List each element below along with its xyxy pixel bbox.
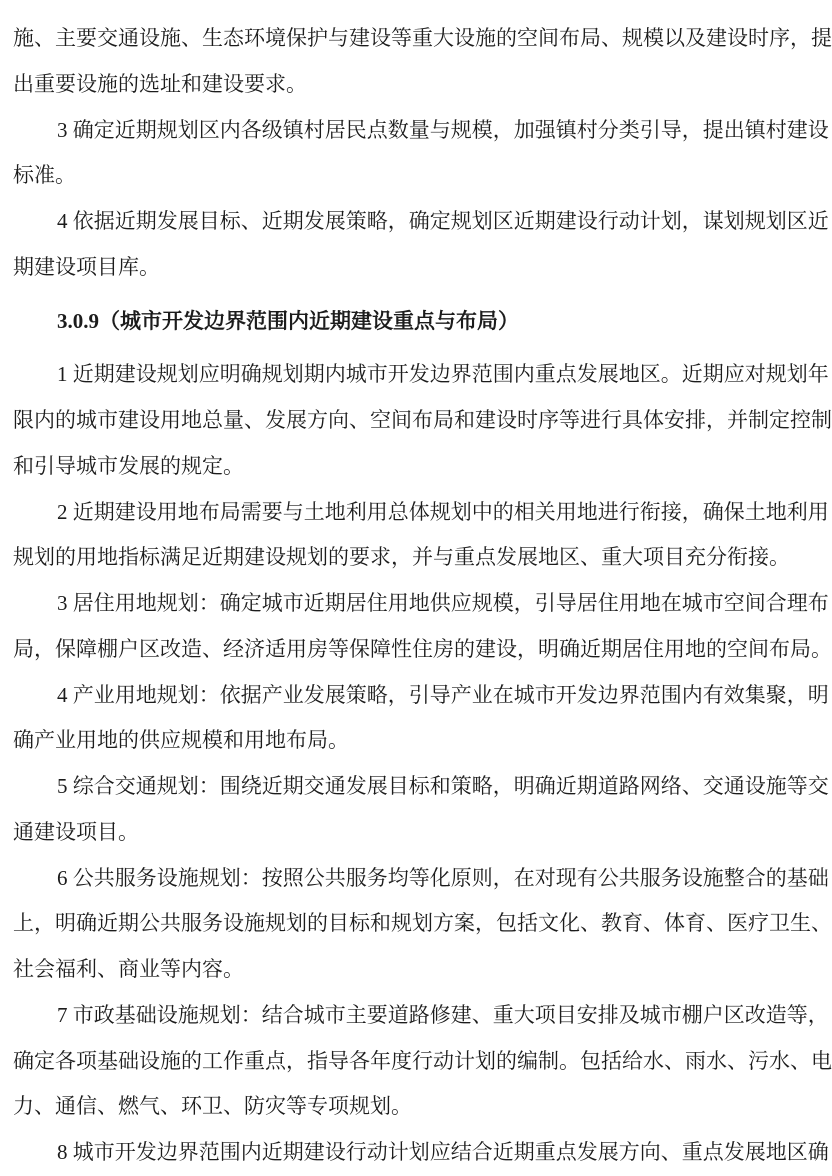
text-line: 3 居住用地规划：确定城市近期居住用地供应规模，引导居住用地在城市空间合理布 bbox=[57, 591, 829, 615]
text-line: 施、主要交通设施、生态环境保护与建设等重大设施的空间布局、规模以及建设时序，提 bbox=[13, 26, 832, 50]
text-line: 和引导城市发展的规定。 bbox=[13, 453, 244, 478]
text-line: 出重要设施的选址和建设要求。 bbox=[13, 71, 307, 96]
section-heading: 3.0.9（城市开发边界范围内近期建设重点与布局） bbox=[57, 308, 519, 333]
text-line: 通建设项目。 bbox=[13, 819, 139, 844]
text-line: 5 综合交通规划：围绕近期交通发展目标和策略，明确近期道路网络、交通设施等交 bbox=[57, 774, 829, 798]
text-line: 1 近期建设规划应明确规划期内城市开发边界范围内重点发展地区。近期应对规划年 bbox=[57, 362, 829, 387]
text-line: 3 确定近期规划区内各级镇村居民点数量与规模，加强镇村分类引导，提出镇村建设 bbox=[57, 117, 829, 142]
text-line: 上，明确近期公共服务设施规划的目标和规划方案，包括文化、教育、体育、医疗卫生、 bbox=[13, 911, 832, 936]
text-line: 力、通信、燃气、环卫、防灾等专项规划。 bbox=[13, 1094, 412, 1119]
text-line: 2 近期建设用地布局需要与土地利用总体规划中的相关用地进行衔接，确保土地利用 bbox=[57, 499, 829, 524]
text-line: 标准。 bbox=[13, 163, 76, 188]
text-line-partial: 8 城市开发边界范围内近期建设行动计划应结合近期重点发展方向、重点发展地区确 bbox=[57, 1140, 829, 1164]
text-line: 社会福利、商业等内容。 bbox=[13, 957, 244, 981]
text-line: 确产业用地的供应规模和用地布局。 bbox=[13, 728, 349, 753]
text-line: 限内的城市建设用地总量、发展方向、空间布局和建设时序等进行具体安排，并制定控制 bbox=[13, 408, 832, 432]
text-line: 期建设项目库。 bbox=[13, 254, 160, 279]
text-line: 规划的用地指标满足近期建设规划的要求，并与重点发展地区、重大项目充分衔接。 bbox=[13, 545, 790, 570]
text-line: 4 依据近期发展目标、近期发展策略，确定规划区近期建设行动计划，谋划规划区近 bbox=[57, 209, 829, 233]
text-line: 7 市政基础设施规划：结合城市主要道路修建、重大项目安排及城市棚户区改造等， bbox=[57, 1002, 829, 1027]
text-line: 4 产业用地规划：依据产业发展策略，引导产业在城市开发边界范围内有效集聚，明 bbox=[57, 682, 829, 707]
text-line: 局，保障棚户区改造、经济适用房等保障性住房的建设，明确近期居住用地的空间布局。 bbox=[13, 636, 832, 661]
text-line: 6 公共服务设施规划：按照公共服务均等化原则，在对现有公共服务设施整合的基础 bbox=[57, 865, 829, 890]
text-line: 确定各项基础设施的工作重点，指导各年度行动计划的编制。包括给水、雨水、污水、电 bbox=[13, 1048, 832, 1073]
